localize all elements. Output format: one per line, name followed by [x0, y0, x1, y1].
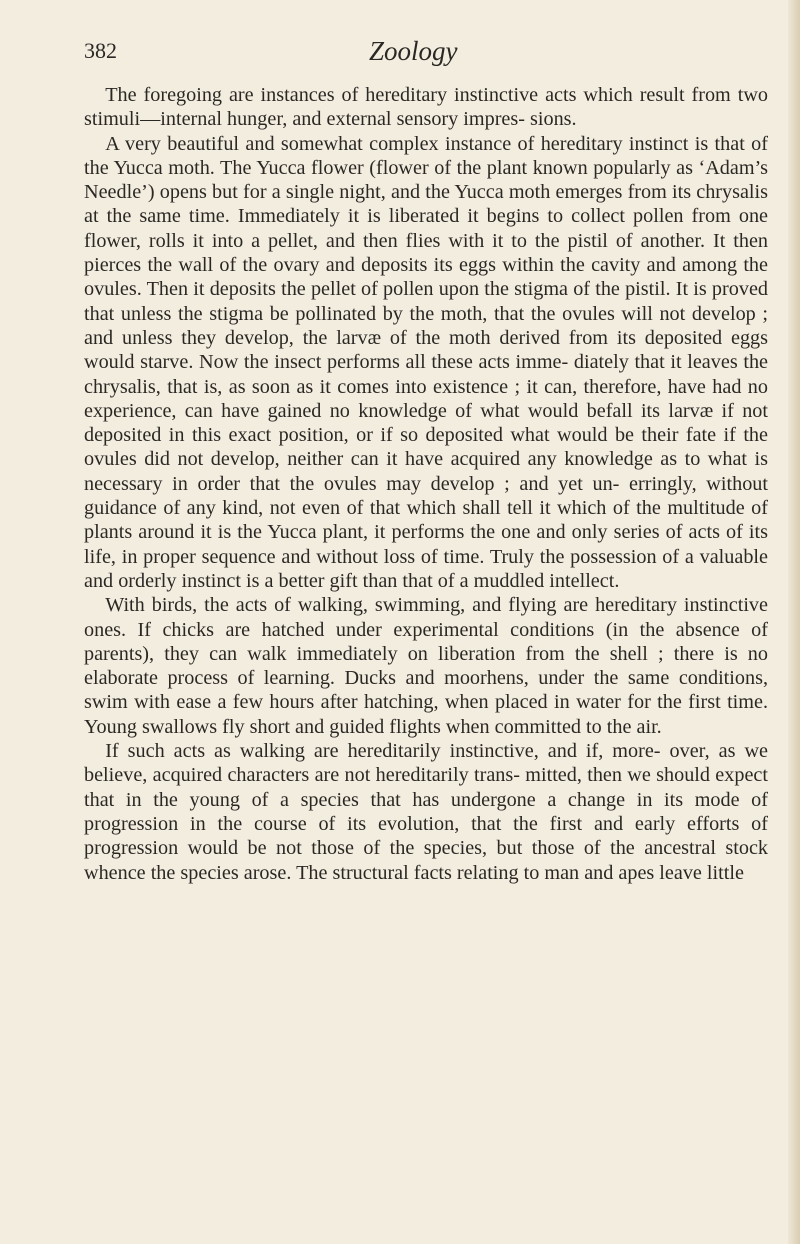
page-number: 382 — [84, 38, 117, 63]
paragraph-yucca-moth: A very beautiful and somewhat complex instance of hereditary instinct is that of the Yucca moth. The Yucca flower (flower of the plant known popularly as ‘Adam’s Needle’) opens but for a single night, and the Yucca moth emerges from its chrysalis at the same time. Immediately it is liberated it begins to collect pollen from one flower, rolls it into a pellet, and then flies with it to the pistil of another. It then pierces the wall of the ovary and deposits its eggs within the cavity and among the ovules. Then it deposits the pellet of pollen upon the stigma of the pistil. It is proved that unless the stigma be pollinated by the moth, that the ovules will not develop ; and unless they develop, the larvæ of the moth derived from its deposited eggs would starve. Now the insect performs all these acts imme- diately that it leaves the chrysalis, that is, as soon as it comes into existence ; it can, therefore, have had no experience, can have gained no knowledge of what would befall its larvæ if not deposited in this exact position, or if so deposited what would be their fate if the ovules did not develop, neither can it have acquired any knowledge as to what is necessary in order that the ovules may develop ; and yet un- erringly, without guidance of any kind, not even of that which shall tell it which of the multitude of plants around it is the Yucca plant, it performs the one and only series of acts of its life, in proper sequence and without loss of time. Truly the possession of a valuable and orderly instinct is a better gift than that of a muddled intellect. — [84, 132, 768, 592]
body-text — [84, 83, 768, 885]
running-head: Zoology — [369, 36, 458, 66]
paragraph-birds: With birds, the acts of walking, swimming, and flying are hereditary instinctive ones. If chicks are hatched under experimental conditions (in the absence of parents), they can walk immediately on liberation from the shell ; there is no elaborate process of learning. Ducks and moorhens, under the same conditions, swim with ease a few hours after hatching, when placed in water for the first time. Young swallows fly short and guided flights when committed to the air. — [84, 594, 768, 738]
paragraph-instances: The foregoing are instances of hereditary instinctive acts which result from two stimuli—internal hunger, and external sensory impres- sions. — [84, 84, 768, 131]
paragraph-progression: If such acts as walking are hereditarily instinctive, and if, more- over, as we believe, acquired characters are not hereditarily trans- mitted, then we should expect that in the young of a species that has undergone a change in its mode of progression in the course of its evolution, that the first and early efforts of progression would be not those of the species, but those of the ancestral stock whence the species arose. The structural facts relating to man and apes leave little — [84, 740, 768, 884]
page-edge — [788, 0, 800, 1244]
page-header — [84, 38, 754, 78]
